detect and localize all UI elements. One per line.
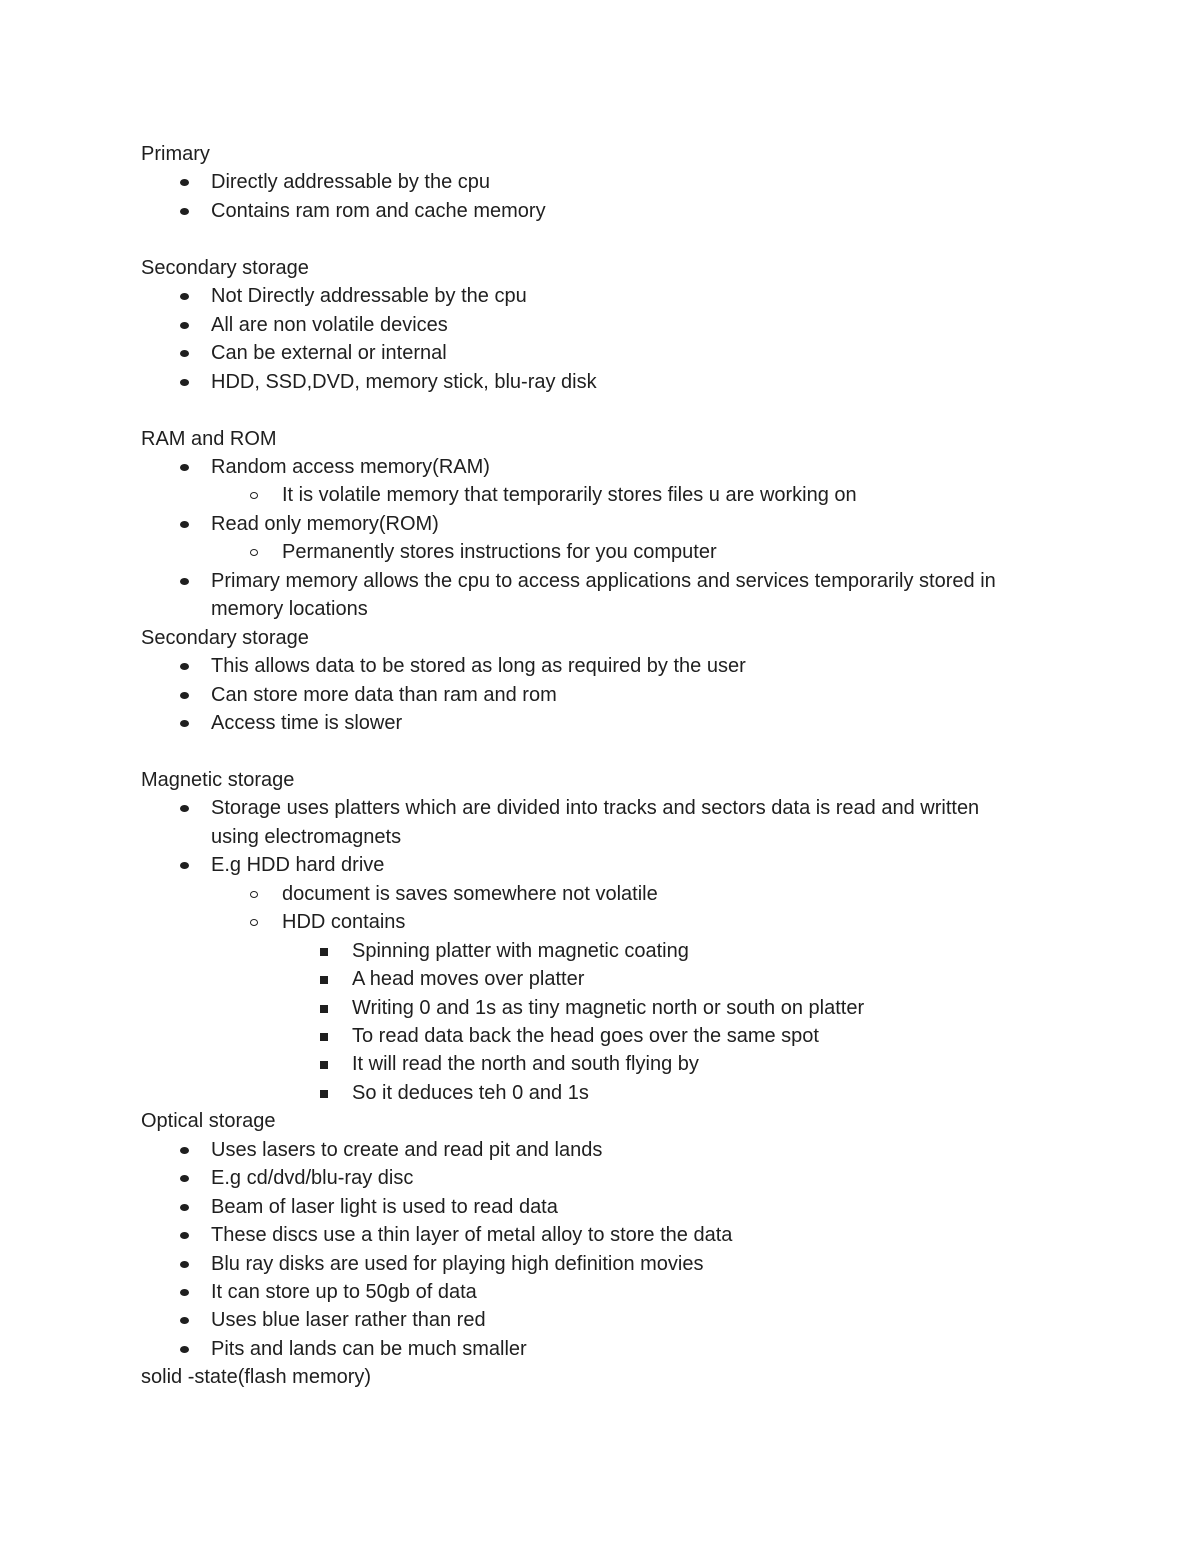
square-bullet-icon bbox=[320, 1090, 328, 1098]
section-heading: solid -state(flash memory) bbox=[141, 1366, 372, 1389]
list-item: It can store up to 50gb of data bbox=[211, 1281, 477, 1303]
list-item: This allows data to be stored as long as required by the user bbox=[211, 655, 746, 678]
list-item: So it deduces teh 0 and 1s bbox=[352, 1081, 589, 1104]
circle-bullet-icon bbox=[250, 492, 258, 499]
list-item: Blu ray disks are used for playing high definition movies bbox=[211, 1252, 704, 1275]
square-bullet-icon bbox=[320, 1033, 328, 1041]
disc-bullet-icon bbox=[180, 208, 189, 215]
list-item: It is volatile memory that temporarily stores files u are working on bbox=[282, 484, 857, 507]
disc-bullet-icon bbox=[180, 179, 189, 186]
disc-bullet-icon bbox=[180, 692, 189, 699]
disc-bullet-icon bbox=[180, 293, 189, 300]
disc-bullet-icon bbox=[180, 578, 189, 585]
list-item: Permanently stores instructions for you computer bbox=[282, 541, 717, 564]
disc-bullet-icon bbox=[180, 720, 189, 727]
list-item: To read data back the head goes over the same spot bbox=[352, 1024, 819, 1047]
disc-bullet-icon bbox=[180, 805, 189, 812]
disc-bullet-icon bbox=[180, 1346, 189, 1353]
list-item: Pits and lands can be much smaller bbox=[211, 1337, 527, 1360]
list-item: Directly addressable by the cpu bbox=[211, 171, 491, 194]
circle-bullet-icon bbox=[250, 919, 258, 926]
square-bullet-icon bbox=[320, 1061, 328, 1069]
square-bullet-icon bbox=[320, 976, 328, 984]
list-item: Uses lasers to create and read pit and lands bbox=[211, 1138, 603, 1161]
list-item: using electromagnets bbox=[211, 825, 402, 848]
disc-bullet-icon bbox=[180, 1204, 189, 1211]
disc-bullet-icon bbox=[180, 1175, 189, 1182]
list-item: Read only memory(ROM) bbox=[211, 512, 439, 535]
disc-bullet-icon bbox=[180, 1289, 189, 1296]
list-item: Primary memory allows the cpu to access applications and services temporarily stored in bbox=[211, 569, 996, 592]
list-item: HDD contains bbox=[282, 911, 406, 934]
disc-bullet-icon bbox=[180, 1261, 189, 1268]
section-heading: RAM and ROM bbox=[141, 427, 277, 450]
section-heading: Secondary storage bbox=[141, 256, 309, 279]
list-item: Contains ram rom and cache memory bbox=[211, 199, 546, 222]
list-item: Access time is slower bbox=[211, 712, 403, 734]
square-bullet-icon bbox=[320, 948, 328, 956]
list-item: Spinning platter with magnetic coating bbox=[352, 939, 689, 962]
list-item: These discs use a thin layer of metal alloy to store the data bbox=[211, 1224, 733, 1247]
circle-bullet-icon bbox=[250, 549, 258, 556]
list-item: Writing 0 and 1s as tiny magnetic north or south on platter bbox=[352, 996, 865, 1019]
circle-bullet-icon bbox=[250, 891, 258, 898]
list-item: Beam of laser light is used to read data bbox=[211, 1195, 558, 1218]
list-item: All are non volatile devices bbox=[211, 313, 448, 336]
section-heading: Secondary storage bbox=[141, 626, 309, 649]
disc-bullet-icon bbox=[180, 1147, 189, 1154]
list-item: Can be external or internal bbox=[211, 342, 447, 365]
disc-bullet-icon bbox=[180, 862, 189, 869]
disc-bullet-icon bbox=[180, 1232, 189, 1239]
section-heading: Optical storage bbox=[141, 1110, 276, 1133]
list-item: Uses blue laser rather than red bbox=[211, 1309, 486, 1332]
disc-bullet-icon bbox=[180, 322, 189, 329]
list-item: Storage uses platters which are divided into tracks and sectors data is read and written bbox=[211, 797, 980, 820]
disc-bullet-icon bbox=[180, 663, 189, 670]
list-item: It will read the north and south flying by bbox=[352, 1053, 699, 1076]
list-item: Random access memory(RAM) bbox=[211, 455, 490, 478]
list-item: document is saves somewhere not volatile bbox=[282, 882, 658, 905]
disc-bullet-icon bbox=[180, 521, 189, 528]
list-item: A head moves over platter bbox=[352, 968, 585, 991]
list-item: Can store more data than ram and rom bbox=[211, 683, 557, 706]
square-bullet-icon bbox=[320, 1005, 328, 1013]
list-item: E.g HDD hard drive bbox=[211, 854, 385, 877]
list-item: E.g cd/dvd/blu-ray disc bbox=[211, 1167, 414, 1190]
disc-bullet-icon bbox=[180, 464, 189, 471]
list-item: memory locations bbox=[211, 598, 368, 621]
section-heading: Magnetic storage bbox=[141, 768, 295, 791]
section-heading: Primary bbox=[141, 143, 210, 165]
list-item: Not Directly addressable by the cpu bbox=[211, 285, 527, 308]
disc-bullet-icon bbox=[180, 379, 189, 386]
disc-bullet-icon bbox=[180, 350, 189, 357]
disc-bullet-icon bbox=[180, 1317, 189, 1324]
list-item: HDD, SSD,DVD, memory stick, blu-ray disk bbox=[211, 370, 597, 393]
